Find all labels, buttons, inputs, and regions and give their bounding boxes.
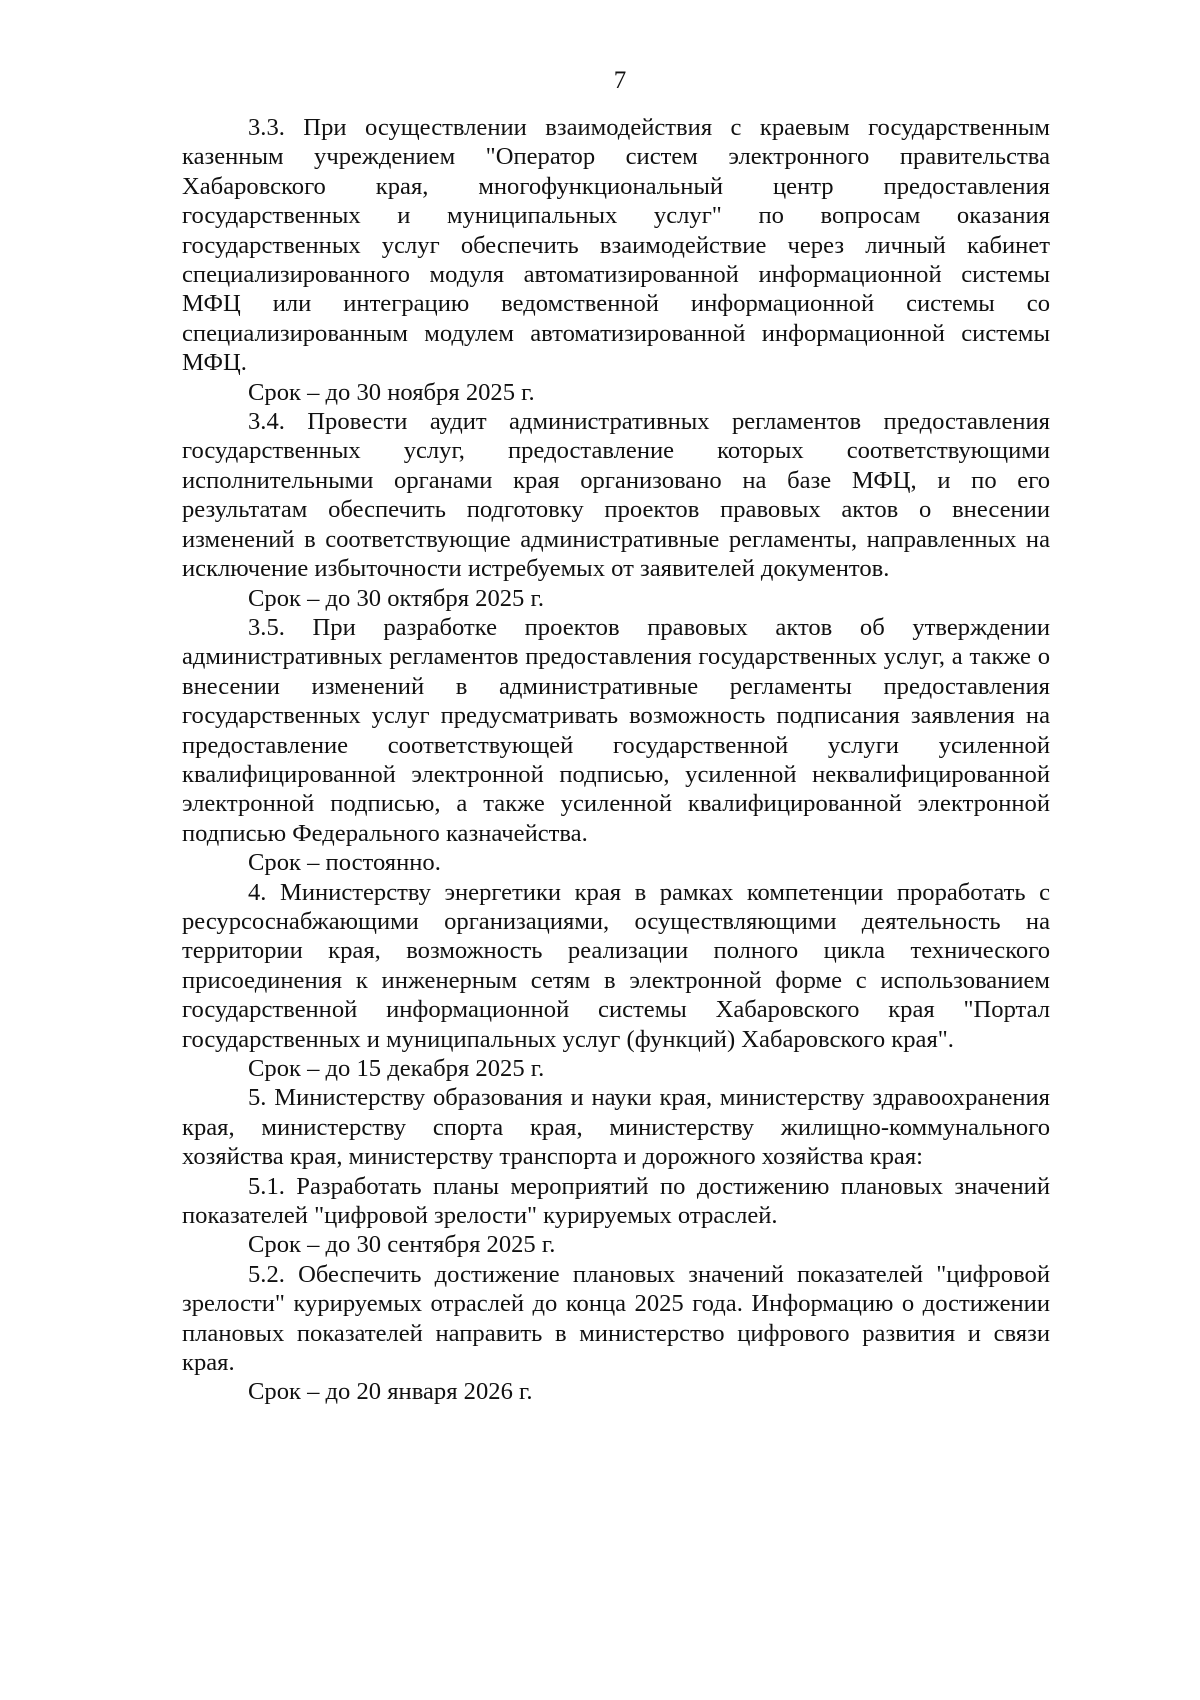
- deadline-5-2: Срок – до 20 января 2026 г.: [248, 1378, 533, 1406]
- paragraph-5: 5. Министерству образования и науки края, министерству здравоохранения края, министерству спорта края, министерству жилищно-коммунального хозяйства края, министерству транспорта и дорожного хозяйства края:: [182, 1084, 1050, 1171]
- paragraph-3-4: 3.4. Провести аудит административных регламентов предоставления государственных услуг, предоставление которых соответствующими исполнительными органами края организовано на базе МФЦ, и по его результатам обеспечить подготовку проектов правовых актов о внесении изменений в соответствующие административные регламенты, направленных на исключение избыточности истребуемых от заявителей документов.: [182, 408, 1050, 583]
- paragraph-3-3: 3.3. При осуществлении взаимодействия с краевым государственным казенным учреждением "Оператор систем электронного правительства Хабаровского края, многофункциональный центр предоставления государственных и муниципальных услуг" по вопросам оказания государственных услуг обеспечить взаимодействие через личный кабинет специализированного модуля автоматизированной информационной системы МФЦ или интеграцию ведомственной информационной системы со специализированным модулем автоматизированной информационной системы МФЦ.: [182, 114, 1050, 377]
- deadline-3-3: Срок – до 30 ноября 2025 г.: [248, 378, 535, 406]
- document-body: [182, 113, 1050, 1407]
- deadline-4: Срок – до 15 декабря 2025 г.: [248, 1055, 545, 1082]
- deadline-5-1: Срок – до 30 сентября 2025 г.: [248, 1231, 556, 1259]
- paragraph-5-2: 5.2. Обеспечить достижение плановых значений показателей "цифровой зрелости" курируемых отраслей до конца 2025 года. Информацию о достижении плановых показателей направить в министерство цифрового развития и связи края.: [182, 1260, 1050, 1377]
- page-number: 7: [613, 67, 627, 94]
- paragraph-3-5: 3.5. При разработке проектов правовых актов об утверждении административных регламентов предоставления государственных услуг, а также о внесении изменений в административные регламенты предоставления государственных услуг предусматривать возможность подписания заявления на предоставление соответствующей государственной услуги усиленной квалифицированной электронной подписью, усиленной неквалифицированной электронной подписью, а также усиленной квалифицированной электронной подписью Федерального казначейства.: [182, 613, 1050, 847]
- deadline-3-4: Срок – до 30 октября 2025 г.: [248, 584, 544, 612]
- deadline-3-5: Срок – постоянно.: [248, 849, 441, 877]
- paragraph-5-1: 5.1. Разработать планы мероприятий по достижению плановых значений показателей "цифровой зрелости" курируемых отраслей.: [182, 1172, 1050, 1230]
- paragraph-4: 4. Министерству энергетики края в рамках компетенции проработать с ресурсоснабжающими организациями, осуществляющими деятельность на территории края, возможность реализации полного цикла технического присоединения к инженерным сетям в электронной форме с использованием государственной информационной системы Хабаровского края "Портал государственных и муниципальных услуг (функций) Хабаровского края".: [182, 878, 1050, 1053]
